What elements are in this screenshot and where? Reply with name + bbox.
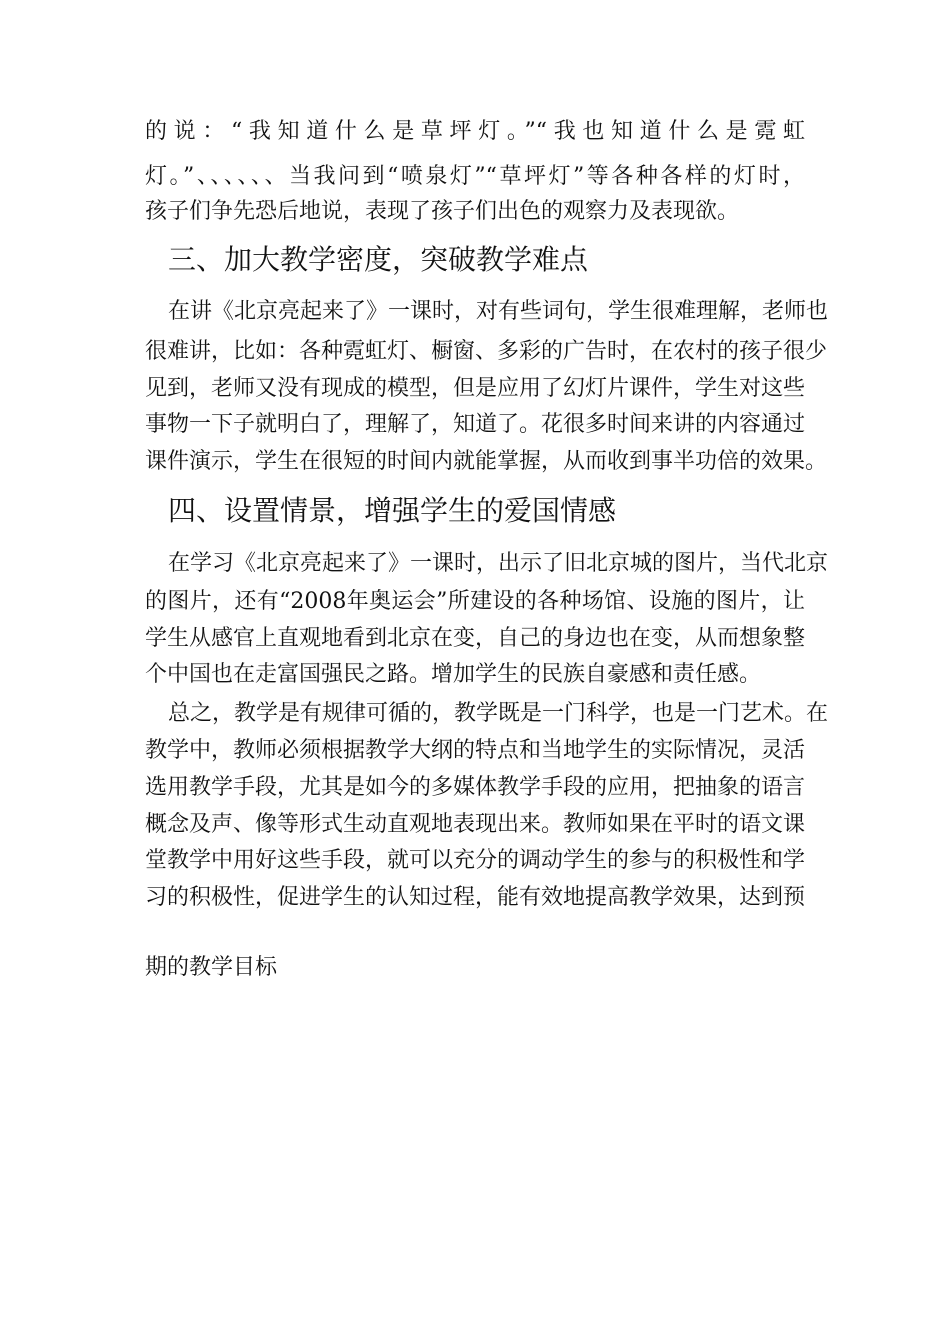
section-heading-4: 四、设置情景，增强学生的爱国情感 bbox=[168, 494, 617, 527]
paragraph-line: 事物一下子就明白了，理解了，知道了。花很多时间来讲的内容通过 bbox=[145, 412, 806, 437]
paragraph-line: 灯。”、、、、、、当我问到“喷泉灯”“草坪灯”等各种各样的灯时， bbox=[145, 164, 805, 189]
paragraph-line: 概念及声、像等形式生动直观地表现出来。教师如果在平时的语文课 bbox=[145, 812, 806, 837]
paragraph-line: 个中国也在走富国强民之路。增加学生的民族自豪感和责任感。 bbox=[145, 662, 762, 687]
paragraph-line: 选用教学手段，尤其是如今的多媒体教学手段的应用，把抽象的语言 bbox=[145, 775, 806, 800]
paragraph-line: 的图片，还有“2008年奥运会”所建设的各种场馆、设施的图片，让 bbox=[145, 589, 805, 614]
paragraph-line: 见到，老师又没有现成的模型，但是应用了幻灯片课件，学生对这些 bbox=[145, 376, 806, 401]
paragraph-line: 总之，教学是有规律可循的，教学既是一门科学，也是一门艺术。在 bbox=[168, 701, 829, 726]
paragraph-line: 课件演示，学生在很短的时间内就能掌握，从而收到事半功倍的效果。 bbox=[145, 449, 828, 474]
paragraph-5: 期的教学目标 bbox=[145, 955, 278, 980]
paragraph-line: 教学中，教师必须根据教学大纲的特点和当地学生的实际情况，灵活 bbox=[145, 738, 806, 763]
paragraph-line: 的说：“我知道什么是草坪灯。”“我也知道什么是霓虹 bbox=[145, 119, 805, 144]
paragraph-line: 学生从感官上直观地看到北京在变，自己的身边也在变，从而想象整 bbox=[145, 626, 806, 651]
paragraph-line: 在学习《北京亮起来了》一课时，出示了旧北京城的图片，当代北京 bbox=[168, 551, 829, 576]
paragraph-line: 堂教学中用好这些手段，就可以充分的调动学生的参与的积极性和学 bbox=[145, 848, 806, 873]
paragraph-line: 在讲《北京亮起来了》一课时，对有些词句，学生很难理解，老师也 bbox=[168, 299, 829, 324]
paragraph-line: 习的积极性，促进学生的认知过程，能有效地提高教学效果，达到预 bbox=[145, 885, 806, 910]
section-heading-3: 三、加大教学密度，突破教学难点 bbox=[168, 243, 589, 276]
paragraph-line: 孩子们争先恐后地说，表现了孩子们出色的观察力及表现欲。 bbox=[145, 199, 740, 224]
paragraph-line: 很难讲，比如：各种霓虹灯、橱窗、多彩的广告时，在农村的孩子很少 bbox=[145, 339, 828, 364]
